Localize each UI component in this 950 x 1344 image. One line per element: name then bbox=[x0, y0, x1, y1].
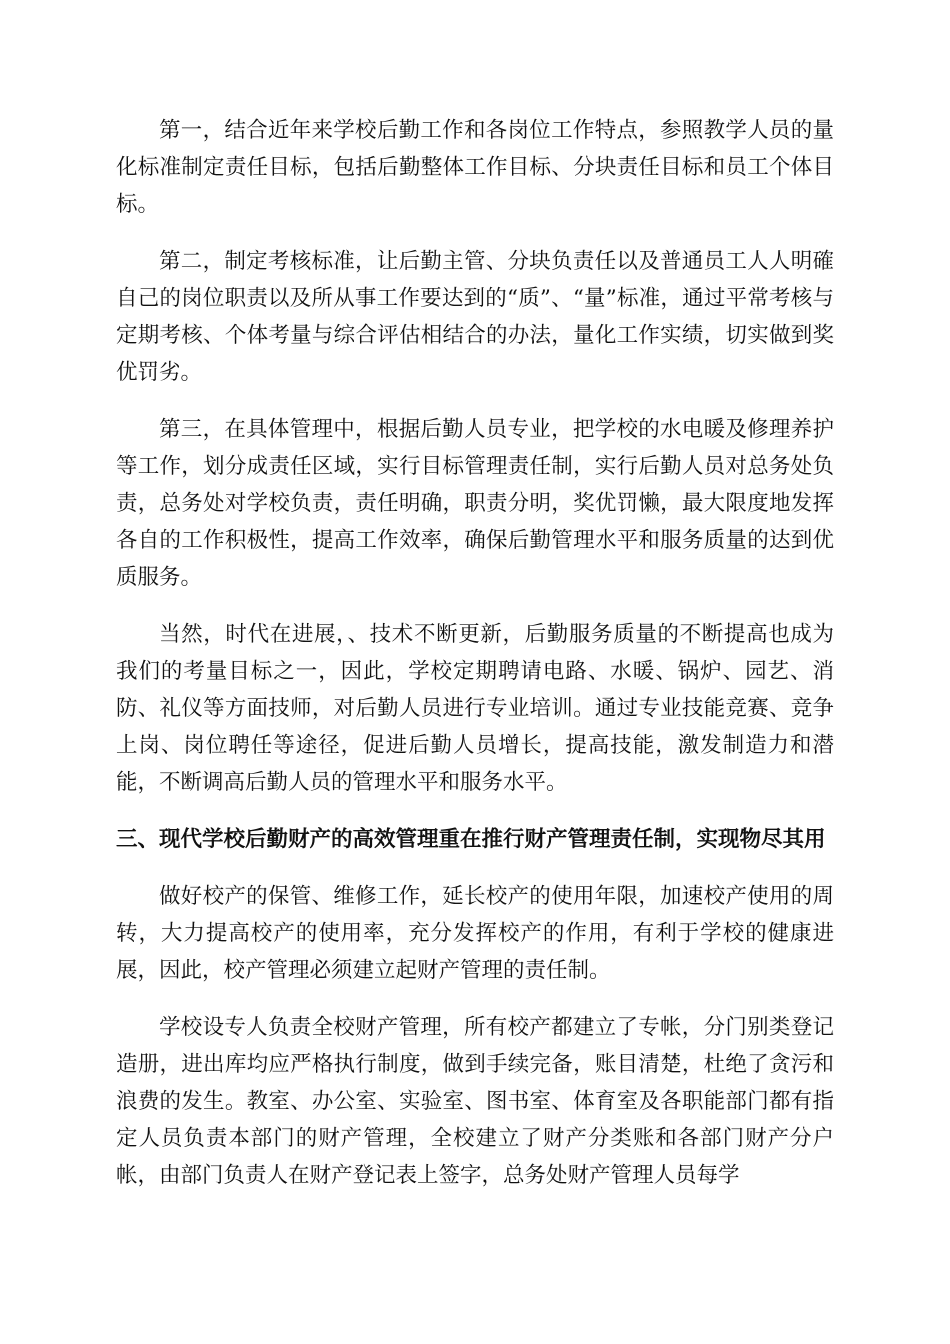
paragraph-property-maintenance: 做好校产的保管、维修工作，延长校产的使用年限，加速校产使用的周转，大力提高校产的使用率，充分发挥校产的作用，有利于学校的健康进展，因此，校产管理必须建立起财产管理的责任制。 bbox=[116, 884, 834, 983]
paragraph-first: 第一，结合近年来学校后勤工作和各岗位工作特点，参照教学人员的量化标准制定责任目标，包括后勤整体工作目标、分块责任目标和员工个体目标。 bbox=[116, 118, 834, 217]
paragraph-second: 第二，制定考核标准，让后勤主管、分块负责任以及普通员工人人明確自己的岗位职责以及所从事工作要达到的“质”、“量”标准，通过平常考核与定期考核、个体考量与综合评估相结合的办法，量化工作实绩，切实做到奖优罚劣。 bbox=[116, 249, 834, 385]
section-heading: 三、现代学校后勤财产的高效管理重在推行财产管理责任制，实现物尽其用 bbox=[116, 827, 826, 852]
paragraph-third: 第三，在具体管理中，根据后勤人员专业，把学校的水电暖及修理养护等工作，划分成责任区域，实行目标管理责任制，实行后勤人员对总务处负责，总务处对学校负责，责任明确，职责分明，奖优罚懒，最大限度地发挥各自的工作积极性，提高工作效率，确保后勤管理水平和服务质量的达到优质服务。 bbox=[116, 417, 834, 590]
paragraph-training: 当然，时代在进展，、技术不断更新，后勤服务质量的不断提高也成为我们的考量目标之一，因此，学校定期聘请电路、水暖、锅炉、园艺、消防、礼仪等方面技师，对后勤人员进行专业培训。通过专业技能竞赛、竞争上岗、岗位聘任等途径，促进后勤人员增长，提高技能，激发制造力和潜能，不断调高后勤人员的管理水平和服务水平。 bbox=[116, 622, 834, 795]
paragraph-property-management: 学校设专人负责全校财产管理，所有校产都建立了专帐，分门别类登记造册，进出库均应严格执行制度，做到手续完备，账目清楚，杜绝了贪污和浪费的发生。教室、办公室、实验室、图书室、体育室及各职能部门都有指定人员负责本部门的财产管理，全校建立了财产分类账和各部门财产分户帐，由部门负责人在财产登记表上签字，总务处财产管理人员每学 bbox=[116, 1015, 834, 1188]
